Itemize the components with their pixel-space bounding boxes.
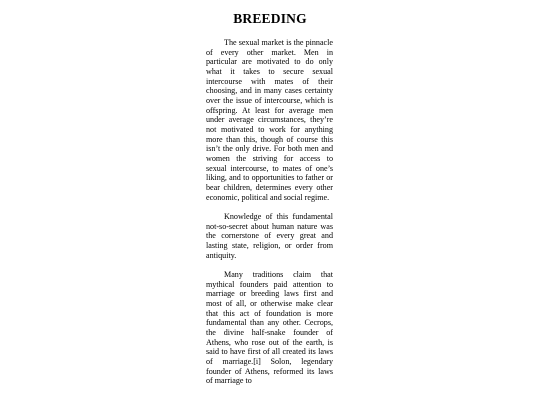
paragraph-2: Knowledge of this fundamental not-so-secret about human nature was the cornerstone of every great and lasting state, religion, or order from antiquity.	[206, 211, 333, 260]
paragraph-1: The sexual market is the pinnacle of every other market. Men in particular are motivated to do only what it takes to secure sexual intercourse with mates of their choosing, and in many cases certainty over the issue of intercourse, which is offspring. At least for average men under average circumstances, they’re not motivated to work for anything more than this, though of course this isn’t the only drive. For both men and women the striving for access to sexual intercourse, to mates of one’s liking, and to opportunities to father or bear children, determines every other economic, political and social regime.	[206, 38, 333, 202]
body-text	[206, 38, 333, 396]
paragraph-3: Many traditions claim that mythical founders paid attention to marriage or breeding laws first and most of all, or otherwise make clear that this act of foundation is more fundamental than any other. Cecrops, the divine half-snake founder of Athens, who rose out of the earth, is said to have first of all created its laws of marriage.[i] Solon, legendary founder of Athens, reformed its laws of marriage to	[206, 270, 333, 386]
page-title: BREEDING	[233, 11, 307, 26]
